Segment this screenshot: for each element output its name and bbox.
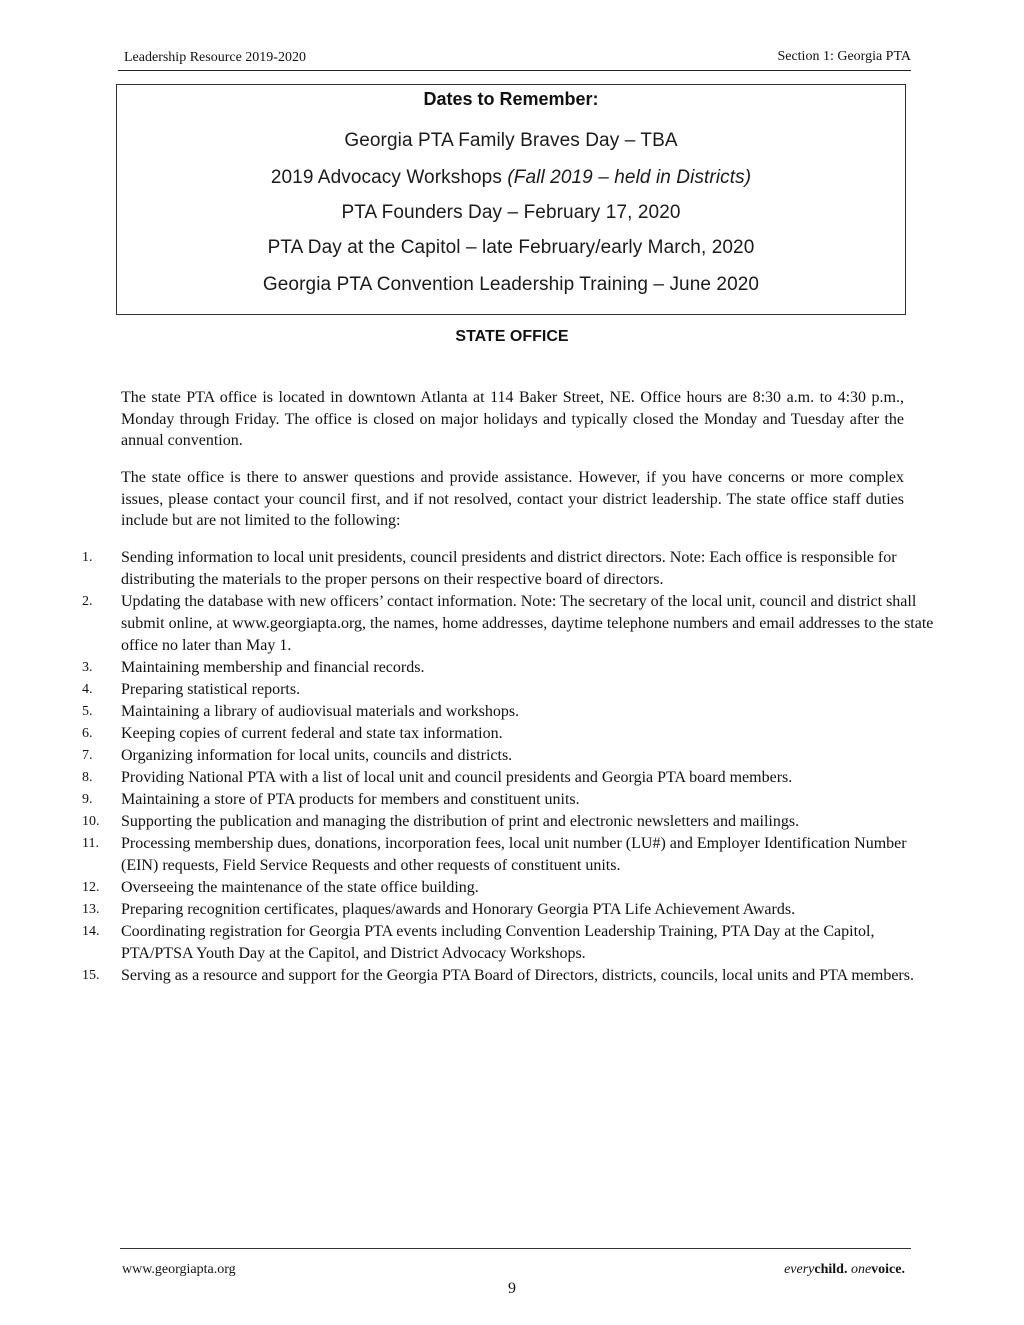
- footer-tagline: [784, 1262, 905, 1278]
- header-document-title: Leadership Resource 2019-2020: [124, 50, 306, 65]
- list-item: [82, 811, 942, 833]
- list-item: [82, 547, 942, 591]
- list-item-text: Keeping copies of current federal and state tax information.: [121, 725, 503, 742]
- tagline-one: one: [850, 1262, 872, 1277]
- list-item: [82, 723, 942, 745]
- list-item: [82, 701, 942, 723]
- list-item-number: 14.: [82, 924, 100, 939]
- list-item-text: Supporting the publication and managing the distribution of print and electronic newsletters and mailings.: [121, 813, 800, 830]
- header-section-label: Section 1: Georgia PTA: [777, 49, 911, 64]
- list-item-text: Serving as a resource and support for the Georgia PTA Board of Directors, districts, councils, local units and PTA members.: [121, 967, 914, 984]
- list-item: [82, 833, 942, 877]
- list-item: [82, 899, 942, 921]
- date-item-text: Georgia PTA Family Braves Day – TBA: [344, 130, 678, 151]
- office-assistance-paragraph: The state office is there to answer questions and provide assistance. However, if you have concerns or more complex issues, please contact your council first, and if not resolved, contact your district leadership. The state office staff duties include but are not limited to the following:: [121, 469, 904, 529]
- date-item: [117, 274, 905, 296]
- list-item: [82, 679, 942, 701]
- list-item-number: 10.: [82, 814, 100, 829]
- list-item-number: 3.: [82, 660, 93, 675]
- list-item: [82, 921, 942, 965]
- section-heading: STATE OFFICE: [455, 328, 569, 345]
- list-item-number: 7.: [82, 748, 93, 763]
- date-item-text: PTA Founders Day – February 17, 2020: [341, 202, 681, 223]
- page-number: 9: [508, 1280, 516, 1297]
- list-item: [82, 789, 942, 811]
- list-item-text: Providing National PTA with a list of local unit and council presidents and Georgia PTA board members.: [121, 769, 793, 786]
- footer-website: www.georgiapta.org: [122, 1262, 236, 1277]
- tagline-child: child.: [814, 1262, 848, 1277]
- tagline-voice: voice.: [871, 1262, 905, 1277]
- list-item: [82, 591, 942, 657]
- list-item-number: 15.: [82, 968, 100, 983]
- date-item-note: (Fall 2019 – held in Districts): [507, 167, 752, 188]
- list-item: [82, 767, 942, 789]
- list-item-number: 9.: [82, 792, 93, 807]
- dates-to-remember-box: [116, 84, 906, 315]
- list-item-number: 4.: [82, 682, 93, 697]
- list-item-number: 11.: [82, 836, 99, 851]
- list-item: [82, 965, 942, 987]
- staff-duties-list: [82, 547, 942, 987]
- list-item-text: Sending information to local unit presidents, council presidents and district directors. Note: Each office is responsible for distributing the materials to the proper persons on their respective board of directors.: [121, 549, 897, 588]
- list-item-number: 12.: [82, 880, 100, 895]
- list-item-number: 8.: [82, 770, 93, 785]
- list-item: [82, 657, 942, 679]
- list-item-text: Updating the database with new officers’ contact information. Note: The secretary of the local unit, council and district shall submit online, at www.georgiapta.org, the names, home addresses, daytime telephone numbers and email addresses to the state office no later than May 1.: [121, 593, 934, 654]
- date-item-text: 2019 Advocacy Workshops: [270, 167, 508, 188]
- list-item-number: 5.: [82, 704, 93, 719]
- list-item: [82, 877, 942, 899]
- date-item-text: Georgia PTA Convention Leadership Training – June 2020: [262, 274, 760, 295]
- list-item-text: Overseeing the maintenance of the state office building.: [121, 879, 479, 896]
- date-item: [117, 202, 905, 224]
- date-item-text: PTA Day at the Capitol – late February/early March, 2020: [267, 237, 755, 258]
- date-item: [117, 167, 905, 189]
- dates-box-title: Dates to Remember:: [423, 89, 599, 109]
- list-item-number: 6.: [82, 726, 93, 741]
- office-location-paragraph: The state PTA office is located in downtown Atlanta at 114 Baker Street, NE. Office hours are 8:30 a.m. to 4:30 p.m., Monday through Friday. The office is closed on major holidays and typically closed the Monday and Tuesday after the annual convention.: [121, 389, 904, 449]
- list-item-text: Processing membership dues, donations, incorporation fees, local unit number (LU#) and Employer Identification Number (EIN) requests, Field Service Requests and other requests of constituent units.: [121, 835, 907, 874]
- date-item: [117, 237, 905, 259]
- list-item-number: 2.: [82, 594, 93, 609]
- list-item-text: Coordinating registration for Georgia PTA events including Convention Leadership Training, PTA Day at the Capitol, PTA/PTSA Youth Day at the Capitol, and District Advocacy Workshops.: [121, 923, 875, 962]
- tagline-every: every: [784, 1262, 815, 1277]
- list-item-number: 13.: [82, 902, 100, 917]
- list-item-text: Maintaining a store of PTA products for members and constituent units.: [121, 791, 580, 808]
- footer-divider: [120, 1248, 911, 1249]
- list-item-text: Preparing statistical reports.: [121, 681, 301, 698]
- list-item-text: Preparing recognition certificates, plaques/awards and Honorary Georgia PTA Life Achievement Awards.: [121, 901, 796, 918]
- date-item: [117, 130, 905, 152]
- list-item: [82, 745, 942, 767]
- list-item-text: Organizing information for local units, councils and districts.: [121, 747, 513, 764]
- list-item-text: Maintaining membership and financial records.: [121, 659, 425, 676]
- header-divider: [118, 70, 911, 71]
- list-item-number: 1.: [82, 550, 93, 565]
- list-item-text: Maintaining a library of audiovisual materials and workshops.: [121, 703, 520, 720]
